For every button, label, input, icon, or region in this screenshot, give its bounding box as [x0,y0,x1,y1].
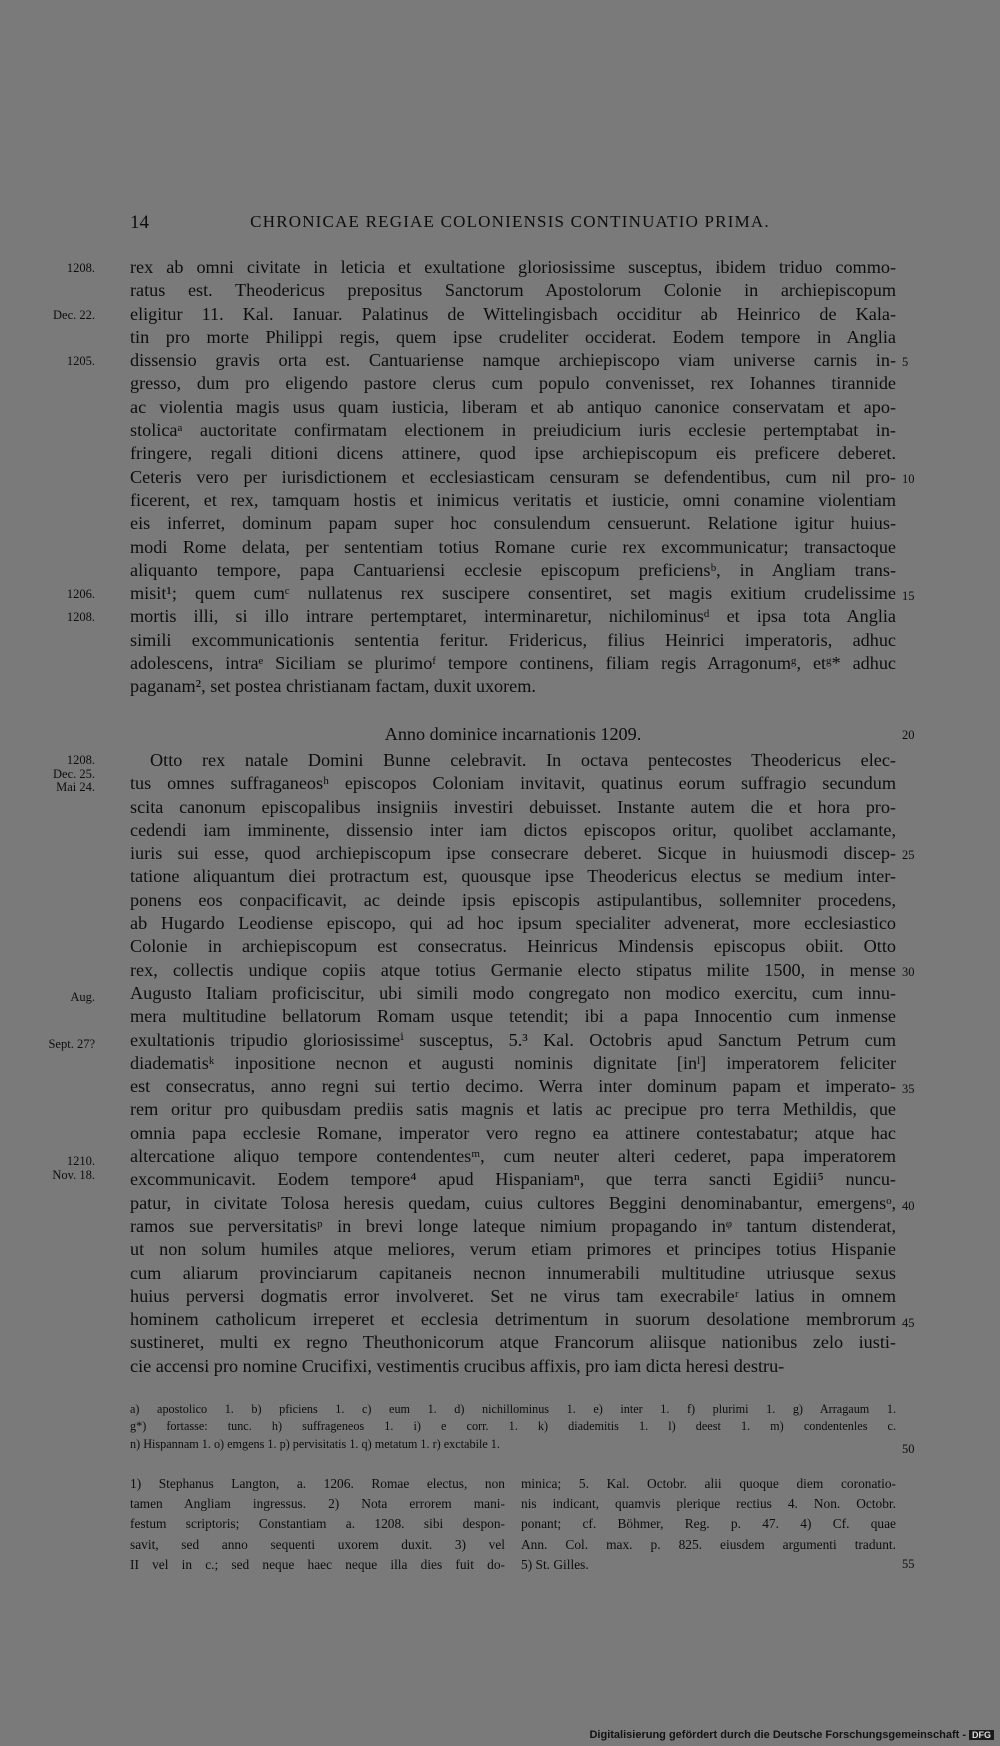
text-line: eis inferret, dominum papam super hoc consulendum censuerunt. Relatione igitur huius- [130,513,896,534]
text-line: omnia papa ecclesie Romane, imperator vero regno ea attinere contestabatur; atque hac [130,1122,896,1143]
margin-date: 1208. [66,610,95,624]
text-line: stolicaᵃ auctoritate confirmatam electionem in preiudicium iuris ecclesie pertemptabat in- [130,420,896,441]
line-number: 50 [902,1442,915,1456]
margin-date: 1205. [66,354,95,368]
text-line: cie accensi pro nomine Crucifixi, vestimentis crucibus affixis, pro iam dicta heresi destru- [130,1355,785,1376]
footnote-line: Ann. Col. max. p. 825. eiusdem argumenti tradunt. [521,1536,896,1552]
footnote-line: nis indicant, quamvis plerique rectius 4. Non. Octobr. [521,1496,896,1512]
variant-readings [130,1401,896,1453]
footnote-line: II vel in c.; sed neque haec neque illa dies fuit do- [130,1556,505,1572]
line-number: 25 [902,848,915,862]
text-line: patur, in civitate Tolosa heresis quedam, cuius cultores Beggini denominabantur, emergensᵒ, [130,1192,896,1213]
text-line: ab Hugardo Leodiense episcopo, qui ad hoc ipsum specialiter advenerat, more ecclesiastico [130,913,896,934]
footnote-line: 5) St. Gilles. [521,1556,589,1572]
footnote-line: festum scriptoris; Constantiam a. 1208. sibi despon- [130,1516,505,1532]
line-number: 55 [902,1557,915,1571]
year-heading: Anno dominice incarnationis 1209. [384,724,642,744]
text-block-1209 [130,749,896,1378]
text-line: mortis illi, si illo intrare pertemptaret, interminaretur, nichilominusᵈ et ipsa tota Anglia [130,606,896,627]
footnote-line: ponant; cf. Böhmer, Reg. p. 47. 4) Cf. quae [521,1516,896,1532]
text-line: tin pro morte Philippi regis, quem ipse crudeliter occiderat. Eodem tempore in Anglia [130,326,896,347]
line-number: 10 [902,472,915,486]
text-line: Otto rex natale Domini Bunne celebravit. In octava pentecostes Theodericus elec- [150,750,896,770]
text-line: ficerent, et rex, tamquam hostis et inimicus veritatis et iusticie, omni conamine violentiam [130,489,896,510]
variant-line: n) Hispannam 1. o) emgens 1. p) pervisitatis 1. q) metatum 1. r) exctabile 1. [130,1436,500,1451]
text-line: excommunicavit. Eodem tempore⁴ apud Hispaniamⁿ, que terra sancti Egidii⁵ nuncu- [130,1169,896,1190]
line-number: 20 [902,728,915,742]
text-line: est consecratus, anno regni sui tertio decimo. Werra inter dominum papam et imperato- [130,1076,896,1097]
margin-date: Dec. 22. [53,308,95,322]
text-line: dissensio gravis orta est. Cantuariense namque archiepiscopo viam universe carnis in- [130,350,896,371]
line-number: 35 [902,1082,915,1096]
text-line: diadematisᵏ inpositione necnon et augusti nominis dignitate [inˡ] imperatorem feliciter [130,1052,896,1073]
margin-date: Dec. 25. [53,767,95,781]
text-line: rex, collectis undique copiis atque totius Germanie electo stipatus milite 1500, in mense [130,959,896,980]
text-line: modi Rome delata, per sententiam totius Romane curie rex excommunicatur; transactoque [130,536,896,557]
page-number: 14 [130,212,149,233]
text-line: eligitur 11. Kal. Ianuar. Palatinus de Wittelingisbach occiditur ab Heinrico de Kala- [130,303,896,324]
text-line: adolescens, intraᵉ Siciliam se plurimoᶠ tempore continens, filiam regis Arragonumᵍ, etᵍ* adhuc [130,653,896,674]
footnotes-right-column [521,1474,896,1575]
text-line: exultationis tripudio gloriosissimeⁱ susceptus, 5.³ Kal. Octobris apud Sanctum Petrum cum [130,1029,896,1050]
running-header [130,212,890,238]
text-line: tatione aliquantum diei protractum est, quousque ipse Theodericus electus se medium inter- [130,866,896,887]
text-line: paganam², set postea christianam factam, duxit uxorem. [130,676,536,697]
margin-date: Nov. 18. [52,1168,95,1182]
text-line: fringere, regali ditioni dicens attinere, quod ipse archiepiscopum eis preficere deberet. [130,443,896,464]
digitization-credit [589,1729,994,1741]
text-block-1208 [130,256,896,699]
margin-date: Sept. 27? [48,1037,95,1051]
text-line: ramos sue perversitatisᵖ in brevi longe lateque nimium propagando inᵠ tantum distenderat, [130,1215,896,1236]
line-number: 40 [902,1199,915,1213]
text-line: misit¹; quem cumᶜ nullatenus rex suscipere consentiret, set magis exitium crudelissime [130,583,896,604]
text-line: sustineret, multi ex regno Theuthonicorum atque Francorum aliisque nationibus zelo iusti- [130,1332,896,1353]
text-line: tus omnes suffraganeosʰ episcopos Coloniam invitavit, quatinus eorum suffragio secundum [130,773,896,794]
text-line: Augusto Italiam proficiscitur, ubi simili modo congregato non modico exercitu, cum innu- [130,982,896,1003]
margin-date: 1206. [66,587,95,601]
text-line: ratus est. Theodericus prepositus Sanctorum Apostolorum Colonie in archiepiscopum [130,280,896,301]
text-line: ponens eos conpacificavit, ac deinde ipsis episcopis astipulantibus, sollemniter procedens, [130,889,896,910]
footnote-line: savit, sed anno sequenti uxorem duxit. 3) vel [130,1536,505,1552]
text-line: rem oritur pro quibusdam prediis satis magnis et latis ac precipue pro terra Methildis, que [130,1099,896,1120]
text-line: huius perversi dogmatis error involveret. Set ne virus tam execrabileʳ latius in omnem [130,1285,896,1306]
margin-date: 1210. [66,1154,95,1168]
text-line: altercatione aliquo tempore contendentesᵐ, cum neuter alteri cederet, papa imperatorem [130,1146,896,1167]
margin-date: 1208. [66,261,95,275]
line-number: 15 [902,589,915,603]
text-line: Ceteris vero per iurisdictionem et ecclesiasticam censuram se defendentibus, cum nil pro- [130,466,896,487]
margin-date: 1208. [66,753,95,767]
text-line: rex ab omni civitate in leticia et exultatione gloriosissime susceptus, ibidem triduo commo- [130,257,896,277]
dfg-logo: DFG [969,1730,994,1740]
footnote-line: 1) Stephanus Langton, a. 1206. Romae electus, non [130,1476,505,1491]
text-line: simili excommunicationis sententia feritur. Fridericus, filius Heinrici imperatoris, adhuc [130,629,896,650]
margin-date: Aug. [70,990,95,1004]
text-line: ac violentia magis usus quam iusticia, liberam et ab antiquo canonice conservatam et apo- [130,396,896,417]
text-line: gresso, dum pro eligendo pastore clerus cum populo convenisset, rex Iohannes tirannide [130,373,896,394]
footnotes-left-column [130,1474,505,1575]
footnote-line: tamen Angliam ingressus. 2) Nota errorem mani- [130,1496,505,1512]
line-number: 30 [902,965,915,979]
text-line: aliquanto tempore, papa Cantuariensi ecclesie episcopum preficiensᵇ, in Angliam trans- [130,559,896,580]
variant-line: g*) fortasse: tunc. h) suffrageneos 1. i) e corr. 1. k) diademitis 1. l) deest 1. m) condentenles c. [130,1419,896,1434]
text-line: scita canonum episcopalibus insigniis investiri debuisset. Instante autem die et hora pro- [130,796,896,817]
line-number: 45 [902,1316,915,1330]
text-line: hominem catholicum irreperet et ecclesia detrimentum in suorum desolatione membrorum [130,1309,896,1330]
variant-line: a) apostolico 1. b) pficiens 1. c) eum 1. d) nichillominus 1. e) inter 1. f) plurimi 1. g) Arragaum 1. [130,1402,896,1416]
margin-date: Mai 24. [56,780,95,794]
footnote-line: minica; 5. Kal. Octobr. alii quoque diem coronatio- [521,1476,896,1491]
line-number: 5 [902,355,909,369]
year-heading-row [130,723,896,746]
text-line: mera multitudine bellatorum Romam usque tetendit; ibi a papa Innocentio cum inmense [130,1006,896,1027]
text-line: iuris sui esse, quod archiepiscopum ipse consecrare deberet. Sicque in huiusmodi discep- [130,843,896,864]
text-line: cedendi iam imminente, dissensio inter iam dictos episcopos oritur, quolibet acclamante, [130,819,896,840]
page-title: CHRONICAE REGIAE COLONIENSIS CONTINUATIO PRIMA. [250,212,770,231]
text-line: cum aliarum provinciarum capitaneis necnon innumerabili multitudine utriusque sexus [130,1262,896,1283]
text-line: ut non solum humiles atque meliores, verum etiam primores et principes totius Hispanie [130,1239,896,1260]
text-line: Colonie in archiepiscopum est consecratus. Heinricus Mindensis episcopus obiit. Otto [130,936,896,957]
credit-text: Digitalisierung gefördert durch die Deutsche Forschungsgemeinschaft - [589,1729,966,1741]
